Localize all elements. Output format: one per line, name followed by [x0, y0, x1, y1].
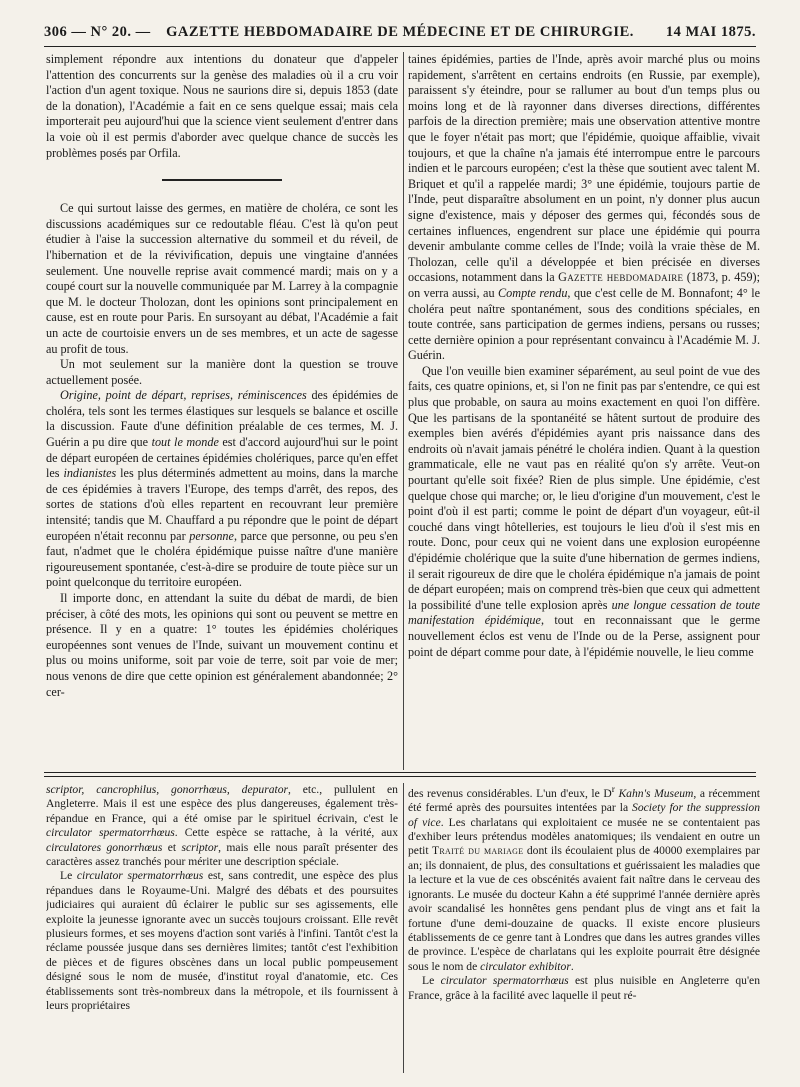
paragraph: Le circulator spermatorrhœus est, sans contredit, une espèce des plus répandues dans le Royaume-Uni. Malgré des débats et des poursuites judiciaires qui auraient dû éclairer le public sur ses agissements, elle exploite la jeunesse ignorante avec un succès toujours croissant. Elle revêt plusieurs formes, et ses moyens d'action sont variés à l'infini. Tantôt c'est la réclame poussée jusque dans ses dernières limites; tantôt c'est l'exhibition de pièces et de figures obscènes dans un local public pompeusement désigné sous le nom de musée, d'institut royal d'anatomie, etc. Ces établissements sont très-nombreux dans la métropole, et ils fournissent à leurs propriétaires [46, 869, 398, 1013]
header-rule [44, 46, 756, 47]
paragraph: Le circulator spermatorrhœus est plus nuisible en Angleterre qu'en France, grâce à la facilité avec laquelle il peut ré- [408, 974, 760, 1002]
column-divider-top [403, 52, 404, 770]
paragraph: Il importe donc, en attendant la suite du débat de mardi, de bien préciser, à côté des mots, les opinions qui sont ou peuvent se mettre en présence. Il y en a quatre: 1° toutes les épidémies cholériques européennes sont venues de l'Inde, suivant un mouvement continu et plus ou moins uniforme, soit par voie de terre, soit par voie de mer; nous venons de dire que cette opinion est généralement abandonnée; 2° cer- [46, 591, 398, 699]
paragraph: Ce qui surtout laisse des germes, en matière de choléra, ce sont les discussions académiques sur ce redoutable fléau. C'est là qu'on peut étudier à l'aise la succession alternative du sommeil et du réveil, de l'hibernation et de la réviviﬁcation, depuis une vingtaine d'années seulement. Une nouvelle reprise avait commencé mardi; mais on y a coupé court sur la nouvelle communiquée par M. Larrey à la compagnie que M. le docteur Tholozan, dont les opinions sont principalement en cause, est en route pour Paris. En sursoyant au débat, l'Académie a fait un acte de courtoisie envers un de ses membres, et un acte de sagesse au profit de tous. [46, 201, 398, 356]
paragraph: Origine, point de départ, reprises, réminiscences des épidémies de choléra, tels sont les termes élastiques sur lesquels se balance et oscille la discussion. Faute d'une définition préalable de ces termes, M. J. Guérin a pu dire que tout le monde est d'accord aujourd'hui sur le point de départ européen de certaines épidémies cholériques, parce qu'en effet les indianistes les plus déterminés admettent au moins, dans la marche de ces épidémies à travers l'Europe, des temps d'arrêt, des repos, des sortes de stations d'où elles repartent en recouvrant leur première intensité; tandis que M. Chauffard a pu répondre que le point de départ européen n'était reconnu par personne, parce que personne, ou peu s'en faut, n'admet que le choléra épidémique puisse naître d'une manière rigoureusement spontanée, c'est-à-dire se produire de toute pièce sur un point quelconque du territoire européen. [46, 388, 398, 590]
paragraph: des revenus considérables. L'un d'eux, le $D^r$ Kahn's Museum, a récemment été fermé après des poursuites intentées par la Society for the suppression of vice. Les charlatans qui exploitaient ce musée ne se contentaient pas d'exhiber leurs prétendus modèles anatomiques; ils vendaient en outre un petit Traité du mariage dont ils écoulaient plus de 40000 exemplaires par an; ils donnaient, de plus, des consultations et guérissaient les maladies que la lecture et la vue de ces obscénités avaient fait naître dans le cerveau des ignorants. Le musée du docteur Kahn a été supprimé l'année dernière après avoir scandalisé les honnêtes gens pendant plus de vingt ans et fait la fortune d'une demi-douzaine de quacks. Il existe encore plusieurs établissements de ce genre tant à Londres que dans les autres grandes villes de province. L'espèce de charlatans qui les exploite pourrait être désignée sous le nom de circulator exhibitor. [408, 784, 760, 973]
section-rule [44, 776, 756, 777]
paragraph: Un mot seulement sur la manière dont la question se trouve actuellement posée. [46, 357, 398, 387]
paragraph: Que l'on veuille bien examiner séparément, au seul point de vue des faits, ces quatre opinions, et, si l'on ne finit pas par s'entendre, ce qui est plus que probable, on saura au moins exactement en quoi l'on diffère. Que les partisans de la spontanéité se hâtent surtout de produire des exemples bien avérés d'épidémies ayant pris naissance dans des endroits où n'avait jamais pénétré le choléra indien. Quant à la question grammaticale, elle ne vaut pas en réalité qu'on s'y arrête. Veut-on pourtant qu'elle soit fixée? Rien de plus simple. Une épidémie, c'est quelque chose qui marche; or, le lieu d'origine d'un mouvement, c'est le point d'où il est parti; comme le point de départ d'un voyageur, eût-il couché dans vingt hôtelleries, est toujours le lieu d'où il s'est mis en route. Donc, pour ceux qui ne voient dans une explosion européenne d'épidémie cholérique que la suite d'une hibernation de germes indiens, il serait rigoureux de dire que le choléra épidémique n'a jamais de point de départ européen; mais on comprend très-bien que ceux qui admettent la possibilité d'une telle explosion après une longue cessation de toute manifestation épidémique, tout en reconnaissant que le germe nouvellement éclos est venu de l'Inde ou de la Perse, assignent pour point de départ comme pour date, à l'épidémie nouvelle, le lieu comme [408, 363, 760, 659]
issue-date: 14 MAI 1875. [665, 24, 756, 40]
paragraph: scriptor, cancrophilus, gonorrhœus, depurator, etc., pullulent en Angleterre. Mais il est une espèce des plus dangereuses, également très-répandue en France, qui a été omise par le spirituel écrivain, c'est le circulator spermatorrhœus. Cette espèce se rattache, à la vérité, aux circulatores gonorrhœus et scriptor, mais elle nous paraît présenter des caractères assez tranchés pour mériter une description spéciale. [46, 783, 398, 869]
column-bottom-left [46, 783, 398, 1073]
column-top-right [408, 52, 760, 770]
section-separator [162, 179, 282, 181]
page-header [44, 24, 756, 46]
journal-title: GAZETTE HEBDOMADAIRE DE MÉDECINE ET DE CHIRURGIE. [166, 24, 634, 40]
paragraph: taines épidémies, parties de l'Inde, après avoir marché plus ou moins rapidement, s'arrêtent en certains endroits (en Russie, par exemple), paraissent s'y éteindre, pour se rallumer au bout d'un temps plus ou moins long et de là rayonner dans diverses directions, différentes parfois de la direction première; mais une observation attentive montre que le foyer n'était pas mort; que l'épidémie, quoique affaiblie, vivait toujours, et que la chaîne n'a jamais été interrompue entre le parcours indien et le parcours européen; c'est la thèse que soutient avec talent M. Briquet et qu'il a rappelée mardi; 3° une épidémie, toujours partie de l'Inde, peut disparaître absolument en un point, n'y donner plus aucun signe d'existence, mais y déposer des germes qui, fécondés sous de certaines influences, engendrent sur place une épidémie qui pourra devenir ambulante comme celles de l'Inde; voilà la vraie thèse de M. Tholozan, celle qu'il a développée et bien précisée en diverses occasions, notamment dans la Gazette hebdomadaire (1873, p. 459); on verra aussi, au Compte rendu, que c'est celle de M. Bonnafont; 4° le choléra peut naître spontanément, sous des conditions spéciales, en toute contrée, sans participation de germes indiens, persans ou russes; cette dernière opinion a pour représentant convaincu à l'Académie M. J. Guérin. [408, 52, 760, 363]
section-rule [44, 772, 756, 773]
column-top-left [46, 52, 398, 770]
page-number-issue: 306 — N° 20. — [44, 24, 151, 40]
column-bottom-right [408, 783, 760, 1073]
paragraph: simplement répondre aux intentions du donateur que d'appeler l'attention des concurrents sur la genèse des maladies où il a cru voir l'action d'un agent toxique. Nous ne saurions dire si, depuis 1853 (date de la donation), l'Académie a fait en ce sens quelque essai; mais cela importerait peu aujourd'hui que la science vient seulement d'entrer dans la voie où il est permis d'aborder avec quelque chance de succès les problèmes posés par Orfila. [46, 52, 398, 160]
column-divider-bottom [403, 783, 404, 1073]
